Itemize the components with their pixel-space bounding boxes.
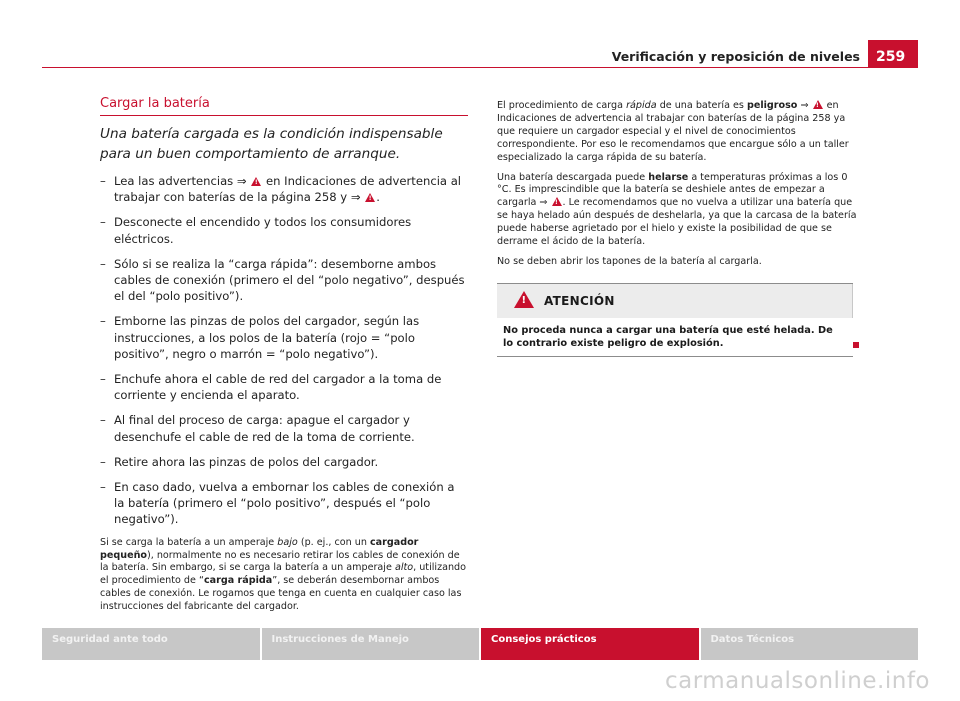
note-emphasis: alto (394, 562, 414, 574)
step-dash: – (100, 480, 106, 495)
step-item (100, 173, 468, 205)
warning-box (497, 283, 853, 357)
caps-paragraph: No se deben abrir los tapones de la batería al cargarla. (497, 255, 762, 267)
para-text: Una batería descargada puede (497, 171, 649, 183)
step-text: Desconecte el encendido y todos los consumidores eléctricos. (114, 215, 412, 246)
note-text: Si se carga la batería a un amperaje (100, 536, 278, 548)
warning-header (497, 284, 853, 318)
note-bold: cargador pequeño (100, 536, 419, 561)
header-rule (42, 67, 868, 68)
warning-icon (813, 100, 823, 109)
warning-icon (552, 197, 562, 206)
para-bold: helarse (648, 171, 689, 183)
para-bold: peligroso (746, 100, 798, 111)
charging-note (100, 537, 468, 614)
step-text: Enchufe ahora el cable de red del cargador a la toma de corriente y encienda el aparato. (114, 372, 442, 403)
step-text: Emborne las pinzas de polos del cargador, según las instrucciones, a los polos de la batería (rojo = “polo positivo”, negro o marrón = “polo negativo”). (114, 314, 420, 361)
footer-tab-instrucciones[interactable]: Instrucciones de Manejo (262, 628, 480, 660)
step-item (100, 256, 468, 305)
step-dash: – (100, 314, 106, 329)
running-header: Verificación y reposición de niveles (611, 49, 860, 64)
warning-triangle-icon (514, 291, 534, 308)
watermark: carmanualsonline.info (664, 668, 930, 694)
step-text: Retire ahora las pinzas de polos del cargador. (114, 454, 379, 469)
step-dash: – (100, 372, 106, 387)
step-text: . (376, 190, 380, 205)
footer-tab-seguridad[interactable]: Seguridad ante todo (42, 628, 260, 660)
left-column (100, 96, 468, 614)
para-text: a temperaturas próximas a los 0 °C. Es imprescindible que la batería se deshiele antes de empezar a cargarla ⇒ (497, 171, 848, 209)
section-intro: Una batería cargada es la condición indispensable para un buen comportamiento de arranque. (100, 126, 443, 162)
note-text: ), normalmente no es necesario retirar los cables de conexión de la batería. Sin embargo, si se carga la batería a un amperaje (100, 549, 460, 574)
step-dash: – (100, 215, 106, 230)
footer-nav (42, 628, 918, 660)
note-text: , utilizando el procedimiento de “ (100, 562, 467, 587)
step-text: En caso dado, vuelva a embornar los cables de conexión a la batería (primero el “polo positivo”, después el “polo negativo”). (114, 480, 455, 527)
fast-charge-paragraph (497, 100, 857, 165)
para-text: de una batería es (656, 100, 747, 111)
step-dash: – (100, 174, 106, 188)
step-item (100, 479, 468, 528)
page-number: 259 (868, 40, 918, 68)
para-text: en Indicaciones de advertencia al trabajar con baterías de la página 258 ya que requiere un cargador especial y el nivel de conocimientos correspondiente. Por eso le recomendamos que encargue sólo a un taller especializado la carga rápida de su batería. (497, 100, 849, 163)
step-dash: – (100, 454, 106, 469)
end-of-section-marker (853, 342, 859, 348)
step-text: Al final del proceso de carga: apague el cargador y desenchufe el cable de red de la toma de corriente. (114, 413, 415, 444)
instruction-steps (100, 173, 468, 528)
frozen-battery-paragraph (497, 172, 857, 249)
step-text: Lea las advertencias ⇒ (114, 174, 251, 188)
note-bold: carga rápida (203, 575, 273, 587)
section-title: Cargar la batería (100, 96, 468, 116)
step-dash: – (100, 256, 106, 271)
footer-tab-datos[interactable]: Datos Técnicos (701, 628, 919, 660)
step-item (100, 371, 468, 403)
step-dash: – (100, 413, 106, 428)
footer-tab-consejos[interactable]: Consejos prácticos (481, 628, 699, 660)
warning-title: ATENCIÓN (544, 293, 615, 308)
step-text: en Indicaciones de advertencia al trabajar con baterías de la página 258 y ⇒ (114, 174, 462, 205)
note-text: ”, se deberán desembornar ambos cables de conexión. Le rogamos que tenga en cuenta en cualquier caso las instrucciones del fabricante del cargador. (100, 575, 462, 613)
step-item (100, 412, 468, 444)
right-column (497, 100, 857, 357)
step-item (100, 454, 468, 470)
note-emphasis: bajo (277, 536, 298, 548)
step-text: Sólo si se realiza la “carga rápida”: desemborne ambos cables de conexión (primero el del “polo negativo”, después el del “polo positivo”). (114, 256, 465, 304)
warning-icon (251, 177, 261, 186)
warning-text: No proceda nunca a cargar una batería que esté helada. De lo contrario existe peligro de explosión. (503, 324, 833, 350)
para-text: El procedimiento de carga (497, 100, 627, 111)
para-text: . Le recomendamos que no vuelva a utilizar una batería que se haya helado aún después de deshelarla, ya que la carcasa de la batería puede haberse agrietado por el hielo y existe la posibilidad de que se derrame el ácido de la batería. (497, 197, 857, 248)
para-emphasis: rápida (626, 100, 657, 111)
para-text: ⇒ (797, 100, 812, 111)
step-item (100, 313, 468, 362)
note-text: (p. ej., con un (297, 536, 370, 548)
step-item (100, 214, 468, 246)
warning-icon (365, 193, 375, 202)
